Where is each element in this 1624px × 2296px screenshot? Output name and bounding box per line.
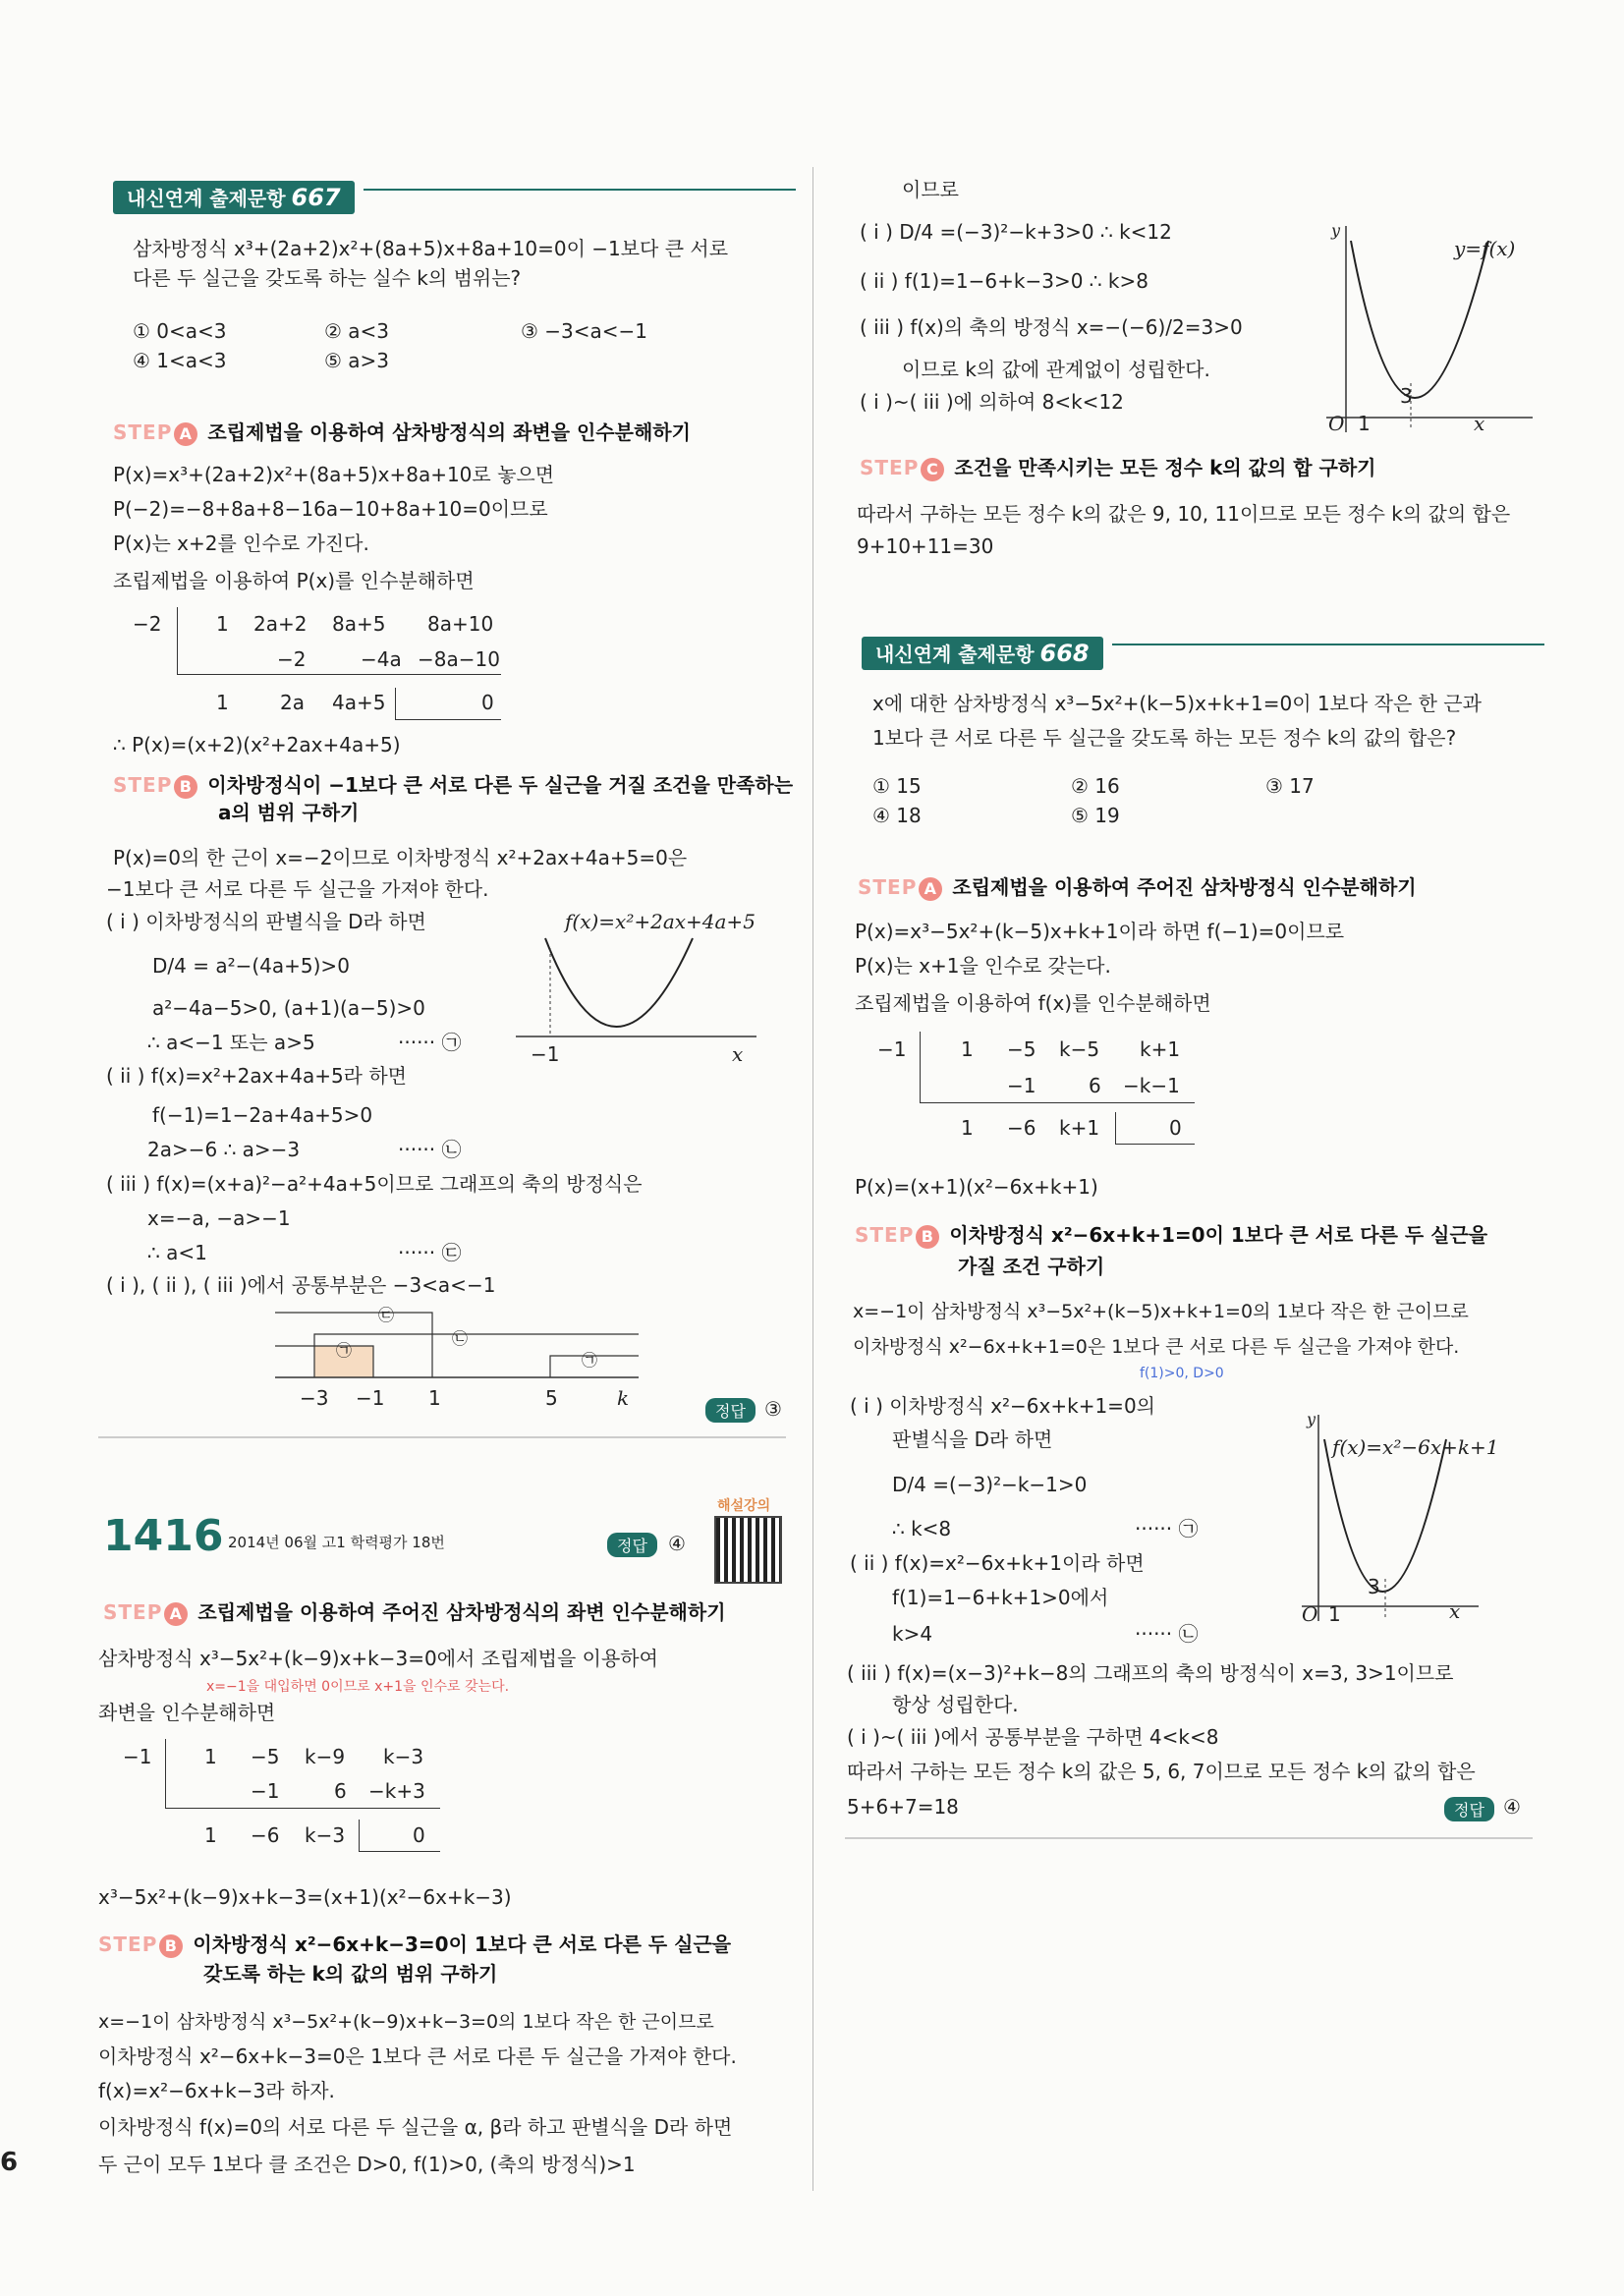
syn-box-v [359,1820,360,1851]
choice-4: ④ 1<a<3 [133,349,227,372]
solution-line: 이차방정식 x²−6x+k−3=0은 1보다 큰 서로 다른 두 실근을 가져야 한다. [98,2044,737,2068]
solution-line: ( i ) 이차방정식 x²−6x+k+1=0의 [850,1394,1155,1418]
syn-vline [165,1739,166,1808]
solution-line: a²−4a−5>0, (a+1)(a−5)>0 [152,996,425,1020]
solution-line: 두 근이 모두 1보다 클 조건은 D>0, f(1)>0, (축의 방정식)>1 [98,2153,636,2176]
choice-3: ③ 17 [1265,774,1315,798]
step-tag: STEP A [858,875,942,899]
solution-line: 항상 성립한다. [892,1693,1019,1716]
step-b-heading: STEP B 이차방정식 x²−6x+k+1=0이 1보다 큰 서로 다른 두 실근을 [855,1223,1488,1247]
choice-2: ② a<3 [324,319,390,343]
step-b-heading: STEP B 이차방정식이 −1보다 큰 서로 다른 두 실근을 거질 조건을 만족하는 [113,773,794,797]
step-a-heading: STEP A 조립제법을 이용하여 주어진 삼차방정식의 좌변 인수분해하기 [103,1600,726,1624]
answer-value: ④ [668,1532,686,1555]
nl-mark: ㉠ [582,1351,598,1370]
syn-hline [920,1102,1195,1103]
solution-line: ( i ), ( ii ), ( iii )에서 공통부분은 −3<a<−1 [106,1273,496,1297]
step-b-heading-2: a의 범위 구하기 [218,801,360,824]
lecture-label: 해설강의 [717,1498,771,1514]
solution-line: ( i )~( iii )에서 공통부분을 구하면 4<k<8 [847,1725,1219,1749]
solution-line: 조립제법을 이용하여 P(x)를 인수분해하면 [113,569,475,592]
solution-line: ( ii ) f(1)=1−6+k−3>0 ∴ k>8 [860,269,1148,293]
graph-label: f(x)=x²+2ax+4a+5 [565,910,756,933]
answer-value: ③ [764,1397,782,1421]
solution-line: 9+10+11=30 [857,534,994,558]
parabola-curve [1351,241,1488,398]
marker: ······ ㉡ [1135,1622,1199,1646]
syn-box-h [1115,1144,1195,1145]
nl-label: 1 [428,1386,441,1410]
graph-tick: 1 [1358,412,1371,435]
syn-cell: −k+3 [368,1779,425,1803]
nl-label: 5 [545,1386,558,1410]
question-line: x에 대한 삼차방정식 x³−5x²+(k−5)x+k+1=0이 1보다 작은 한 근과 [872,692,1482,715]
syn-cell: 6 [334,1779,347,1803]
solution-line: 이므로 k의 값에 관계없이 성립한다. [902,358,1210,381]
answer-value: ④ [1503,1795,1521,1819]
solution-line: ( iii ) f(x)=(x−3)²+k−8의 그래프의 축의 방정식이 x=3, 3>1이므로 [847,1661,1454,1685]
syn-vline [920,1032,921,1102]
solution-line: k>4 [892,1622,933,1646]
graph-axis-label: y [1307,1410,1316,1428]
marker: ······ ㉡ [398,1138,462,1161]
section-divider [98,1436,786,1438]
graph-axis-label: x [732,1042,744,1066]
syn-cell: k+1 [1059,1116,1100,1140]
header-rule [364,189,796,191]
syn-cell: −5 [251,1745,280,1768]
solution-line: ∴ P(x)=(x+2)(x²+2ax+4a+5) [113,733,401,756]
graph-axis-label: y [1331,221,1341,240]
step-b-heading: STEP B 이차방정식 x²−6x+k−3=0이 1보다 큰 서로 다른 두 실근을 [98,1932,732,1956]
solution-line: −1보다 큰 서로 다른 두 실근을 가져야 한다. [106,877,489,901]
syn-cell: −k−1 [1123,1074,1180,1097]
step-a-heading: STEP A 조립제법을 이용하여 주어진 삼차방정식 인수분해하기 [858,875,1417,899]
answer-tag: 정답 [607,1533,657,1557]
graph-tick: 3 [1368,1575,1380,1598]
syn-cell: 2a [280,691,305,714]
nl-mark: ㉠ [336,1341,353,1360]
syn-hline [165,1808,440,1809]
graph-axis-label: x [1474,412,1485,435]
syn-cell: 8a+10 [427,612,494,636]
solution-line: 이차방정식 f(x)=0의 서로 다른 두 실근을 α, β라 하고 판별식을 D라 하면 [98,2115,733,2139]
solution-line: 이차방정식 x²−6x+k+1=0은 1보다 큰 서로 다른 두 실근을 가져야 한다. [853,1336,1460,1358]
graph-origin: O [1302,1602,1318,1626]
answer-tag: 정답 [1444,1797,1494,1821]
syn-cell: 0 [481,691,494,714]
choice-4: ④ 18 [872,804,922,827]
marker: ······ ㉢ [398,1241,462,1264]
annotation-note: f(1)>0, D>0 [1140,1366,1224,1381]
syn-cell: −4a [361,647,402,671]
syn-cell: 1 [204,1823,217,1847]
syn-cell: −2 [277,647,307,671]
solution-line: 삼차방정식 x³−5x²+(k−9)x+k−3=0에서 조립제법을 이용하여 [98,1647,658,1670]
solution-line: ( iii ) f(x)의 축의 방정식 x=−(−6)/2=3>0 [860,315,1243,339]
graph-tick: −1 [531,1042,560,1066]
solution-line: ∴ a<1 [147,1241,207,1264]
qr-code-icon[interactable] [714,1516,782,1584]
solution-line: x=−1이 삼차방정식 x³−5x²+(k−9)x+k−3=0의 1보다 작은 한 근이므로 [98,2011,714,2033]
step-tag: STEP B [855,1223,939,1247]
step-b-heading-2: 가질 조건 구하기 [958,1255,1105,1278]
syn-cell: 1 [216,691,229,714]
solution-line: 조립제법을 이용하여 f(x)를 인수분해하면 [855,991,1211,1015]
solution-line: 5+6+7=18 [847,1795,959,1819]
column-divider [812,167,813,2191]
solution-line: ( iii ) f(x)=(x+a)²−a²+4a+5이므로 그래프의 축의 방정식은 [106,1172,643,1196]
solution-line: x=−a, −a>−1 [147,1206,291,1230]
syn-cell: −1 [1007,1074,1036,1097]
solution-line: ∴ a<−1 또는 a>5 [147,1031,315,1054]
section-divider [845,1837,1533,1839]
syn-hline [177,674,501,675]
syn-cell: 2a+2 [253,612,308,636]
step-tag: STEP B [113,773,197,797]
syn-box-h [395,719,501,720]
solution-line: P(x)=0의 한 근이 x=−2이므로 이차방정식 x²+2ax+4a+5=0은 [113,846,688,869]
solution-line: 따라서 구하는 모든 정수 k의 값은 5, 6, 7이므로 모든 정수 k의 값의 합은 [847,1760,1476,1783]
solution-line: 판별식을 D라 하면 [892,1428,1053,1451]
question-line: 다른 두 실근을 갖도록 하는 실수 k의 범위는? [133,266,522,290]
graph-label: f(x)=x²−6x+k+1 [1332,1435,1499,1459]
solution-line: ( i )~( iii )에 의하여 8<k<12 [860,390,1124,414]
syn-box-v [1115,1112,1116,1144]
step-tag: STEP B [98,1932,183,1956]
syn-cell: 8a+5 [332,612,386,636]
annotation-note: x=−1을 대입하면 0이므로 x+1을 인수로 갖는다. [206,1679,510,1695]
solution-line: f(x)=x²−6x+k−3라 하자. [98,2079,335,2102]
problem-source: 2014년 06월 고1 학력평가 18번 [228,1534,445,1551]
choice-2: ② 16 [1071,774,1120,798]
step-a-heading: STEP A 조립제법을 이용하여 삼차방정식의 좌변을 인수분해하기 [113,420,691,444]
choice-5: ⑤ a>3 [324,349,390,372]
nl-label: −3 [300,1386,329,1410]
syn-root: −1 [123,1745,152,1768]
syn-cell: −8a−10 [418,647,500,671]
step-b-heading-2: 갖도록 하는 k의 값의 범위 구하기 [203,1962,498,1986]
syn-root: −1 [877,1037,907,1061]
solution-line: ( ii ) f(x)=x²+2ax+4a+5라 하면 [106,1064,407,1088]
choice-3: ③ −3<a<−1 [521,319,648,343]
solution-line: 이므로 [902,178,959,201]
problem-number: 1416 [103,1511,224,1561]
nl-label: −1 [356,1386,385,1410]
solution-line: P(−2)=−8+8a+8−16a−10+8a+10=0이므로 [113,497,548,521]
syn-box-v [395,688,396,719]
parabola-curve [1324,1439,1446,1592]
syn-cell: 4a+5 [332,691,386,714]
step-tag: STEP A [103,1600,188,1624]
answer-tag: 정답 [705,1398,756,1423]
syn-cell: 0 [1169,1116,1182,1140]
solution-line: f(−1)=1−2a+4a+5>0 [152,1103,373,1127]
solution-line: P(x)=x³−5x²+(k−5)x+k+1이라 하면 f(−1)=0이므로 [855,920,1345,943]
choice-1: ① 15 [872,774,922,798]
syn-cell: k−5 [1059,1037,1100,1061]
solution-line: 2a>−6 ∴ a>−3 [147,1138,301,1161]
graph-origin: O [1328,412,1345,435]
problem-badge-668: 내신연계 출제문항 668 [862,637,1103,670]
nl-mark: ㉢ [378,1306,395,1324]
solution-line: ( ii ) f(x)=x²−6x+k+1이라 하면 [850,1551,1145,1575]
syn-root: −2 [133,612,162,636]
question-line: 1보다 큰 서로 다른 두 실근을 갖도록 하는 모든 정수 k의 값의 합은? [872,726,1457,750]
solution-line: x=−1이 삼차방정식 x³−5x²+(k−5)x+k+1=0의 1보다 작은 한 근이므로 [853,1301,1469,1322]
graph-tick: 1 [1328,1602,1341,1626]
solution-line: ∴ k<8 [892,1517,952,1540]
header-rule [1112,644,1544,645]
solution-line: f(1)=1−6+k+1>0에서 [892,1586,1109,1609]
solution-line: ( i ) 이차방정식의 판별식을 D라 하면 [106,910,426,933]
syn-cell: k−9 [305,1745,346,1768]
solution-line: P(x)=x³+(2a+2)x²+(8a+5)x+8a+10로 놓으면 [113,463,555,486]
solution-line: D/4 =(−3)²−k−1>0 [892,1473,1088,1496]
syn-cell: k−3 [383,1745,424,1768]
solution-line: P(x)는 x+1을 인수로 갖는다. [855,954,1111,978]
syn-cell: 1 [204,1745,217,1768]
step-c-heading: STEP C 조건을 만족시키는 모든 정수 k의 값의 합 구하기 [860,456,1376,479]
step-tag: STEP A [113,420,197,444]
solution-line: P(x)는 x+2를 인수로 가진다. [113,532,369,555]
question-line: 삼차방정식 x³+(2a+2)x²+(8a+5)x+8a+10=0이 −1보다 큰 서로 [133,237,729,260]
solution-line: P(x)=(x+1)(x²−6x+k+1) [855,1175,1098,1199]
syn-cell: k−3 [305,1823,346,1847]
graph-label: y=f(x) [1454,237,1516,260]
page-number: 6 [0,2148,19,2177]
syn-cell: 0 [413,1823,425,1847]
syn-cell: 1 [961,1037,974,1061]
syn-cell: k+1 [1140,1037,1181,1061]
graph-axis-label: x [1449,1599,1461,1623]
syn-cell: 6 [1089,1074,1101,1097]
marker: ······ ㉠ [1135,1517,1199,1540]
syn-box-h [359,1851,440,1852]
syn-cell: 1 [216,612,229,636]
nl-mark: ㉡ [452,1329,469,1348]
parabola-curve [545,938,693,1027]
choice-1: ① 0<a<3 [133,319,227,343]
syn-cell: 1 [961,1116,974,1140]
solution-line: x³−5x²+(k−9)x+k−3=(x+1)(x²−6x+k−3) [98,1885,512,1909]
syn-cell: −1 [251,1779,280,1803]
syn-cell: −6 [1007,1116,1036,1140]
syn-cell: −6 [251,1823,280,1847]
solution-line: 따라서 구하는 모든 정수 k의 값은 9, 10, 11이므로 모든 정수 k의 값의 합은 [857,502,1511,526]
choice-5: ⑤ 19 [1071,804,1120,827]
solution-line: ( i ) D/4 =(−3)²−k+3>0 ∴ k<12 [860,220,1172,244]
solution-line: 좌변을 인수분해하면 [98,1701,276,1724]
graph-tick: 3 [1400,384,1413,408]
marker: ······ ㉠ [398,1031,462,1054]
nl-label: k [617,1386,630,1410]
syn-cell: −5 [1007,1037,1036,1061]
solution-line: D/4 = a²−(4a+5)>0 [152,954,350,978]
syn-vline [177,607,178,674]
step-tag: STEP C [860,456,944,479]
problem-badge-667: 내신연계 출제문항 667 [113,181,355,214]
